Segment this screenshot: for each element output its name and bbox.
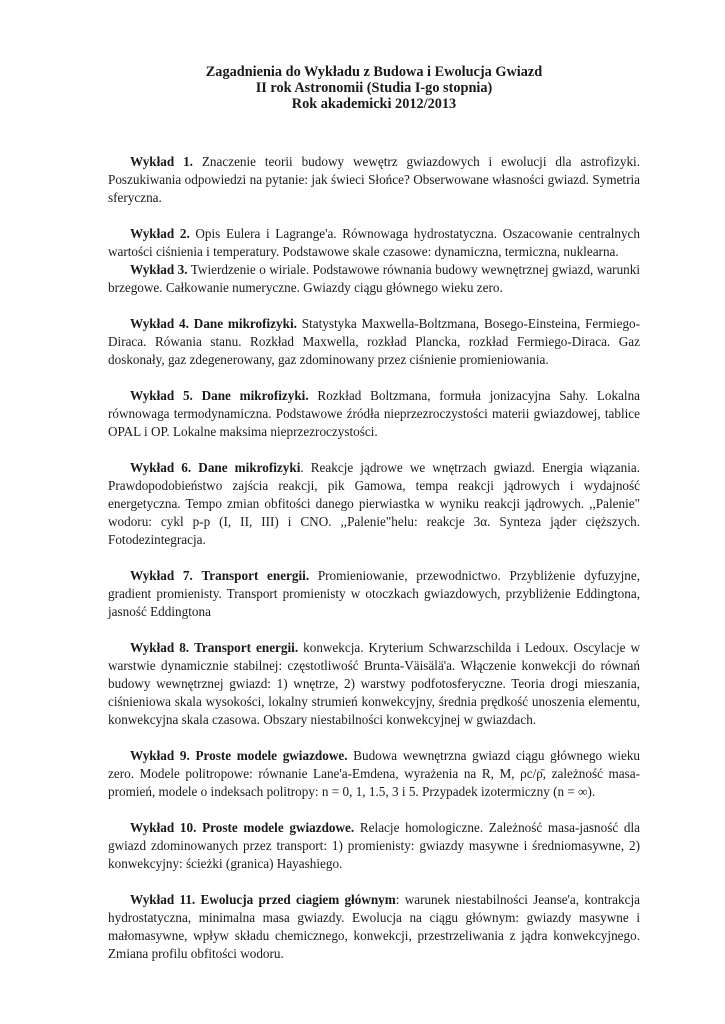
lecture-4	[108, 315, 640, 369]
lecture-8	[108, 639, 640, 729]
lecture-topic: Ewolucja przed ciagiem głównym	[200, 892, 396, 907]
lecture-text: Twierdzenie o wiriale. Podstawowe równania budowy wewnętrznej gwiazd, warunki brzegowe. Całkowanie numeryczne. Gwiazdy ciągu głównego wieku zero.	[108, 262, 641, 295]
lecture-number: Wykład 8.	[130, 640, 190, 655]
lecture-text: Promieniowanie, przewodnictwo. Przybliżenie dyfuzyjne, gradient promienisty. Transport promienisty w otoczkach gwiazdowych, przybliżenie Eddingtona, jasność Eddingtona	[108, 568, 641, 619]
document-header	[108, 64, 640, 112]
lecture-topic: Dane mikrofizyki	[198, 460, 301, 475]
lecture-3	[108, 261, 640, 297]
lecture-10	[108, 819, 640, 873]
lecture-topic: Transport energii.	[201, 568, 310, 583]
lecture-list	[108, 153, 640, 981]
lecture-number: Wykład 6.	[130, 460, 192, 475]
lecture-topic: Dane mikrofizyki.	[193, 316, 297, 331]
lecture-number: Wykład 9.	[130, 748, 190, 763]
header-academic-year: Rok akademicki 2012/2013	[291, 96, 457, 112]
lecture-11	[108, 891, 640, 963]
lecture-6	[108, 459, 640, 549]
lecture-text: konwekcja. Kryterium Schwarzschilda i Ledoux. Oscylacje w warstwie dynamicznie stabilnej: częstotliwość Brunta-Väisälä'a. Włączenie konwekcji do równań budowy wewnętrznej gwiazd: 1) wnętrze, 2) warstwy podfotosferyczne. Teoria drogi mieszania, ciśnieniowa skala wysokości, lokalny strumień konwekcyjny, średnia prędkość unoszenia elementu, konwekcyjna skala czasowa. Obszary niestabilności konwekcyjnej w gwiazdach.	[108, 640, 640, 727]
header-title: Zagadnienia do Wykładu z Budowa i Ewolucja Gwiazd	[205, 64, 543, 80]
lecture-1	[108, 153, 640, 207]
header-program: II rok Astronomii (Studia I-go stopnia)	[255, 80, 493, 96]
lecture-number: Wykład 7.	[130, 568, 193, 583]
lecture-text: Opis Eulera i Lagrange'a. Równowaga hydrostatyczna. Oszacowanie centralnych wartości ciśnienia i temperatury. Podstawowe skale czasowe: dynamiczna, termiczna, nuklearna.	[108, 226, 641, 259]
lecture-text: Znaczenie teorii budowy wewętrz gwiazdowych i ewolucji dla astrofizyki. Poszukiwania odpowiedzi na pytanie: jak świeci Słońce? Obserwowane własności gwiazd. Symetria sferyczna.	[108, 154, 641, 205]
lecture-number: Wykład 11.	[130, 892, 196, 907]
lecture-text: . Reakcje jądrowe we wnętrzach gwiazd. Energia wiązania. Prawdopodobieństwo zajścia reakcji, pik Gamowa, tempa reakcji jądrowych i wydajność energetyczna. Tempo zmian obfitości danego pierwiastka w wyniku reakcji jądrowych. ,,Palenie" wodoru: cykl p-p (I, II, III) i CNO. ,,Palenie"helu: reakcje 3α. Synteza jąder cięższych. Fotodezintegracja.	[108, 460, 641, 547]
lecture-number: Wykład 5.	[130, 388, 193, 403]
lecture-number: Wykład 3.	[130, 262, 188, 277]
lecture-number: Wykład 1.	[130, 154, 193, 169]
lecture-9	[108, 747, 640, 801]
lecture-text: Budowa wewnętrzna gwiazd ciągu głównego wieku zero. Modele politropowe: równanie Lane'a-Emdena, wyrażenia na R, M, ρc/ρ̄, zależność masa-promień, modele o indeksach politropy: n = 0, 1, 1.5, 3 i 5. Przypadek izotermiczny (n = ∞).	[108, 748, 641, 799]
lecture-text: Relacje homologiczne. Zależność masa-jasność dla gwiazd zdominowanych przez transport: 1) promienisty: gwiazdy masywne i średniomasywne, 2) konwekcyjny: ścieżki (granica) Hayashiego.	[108, 820, 641, 871]
lecture-number: Wykład 10.	[130, 820, 197, 835]
lecture-number: Wykład 4.	[130, 316, 189, 331]
lecture-number: Wykład 2.	[130, 226, 190, 241]
lecture-5	[108, 387, 640, 441]
lecture-text: Statystyka Maxwella-Boltzmana, Bosego-Einsteina, Fermiego-Diraca. Rówania stanu. Rozkład Maxwella, rozkład Plancka, rozkład Fermiego-Diraca. Gaz doskonały, gaz zdegenerowany, gaz zdominowany przez ciśnienie promieniowania.	[108, 316, 641, 367]
lecture-text: Rozkład Boltzmana, formuła jonizacyjna Sahy. Lokalna równowaga termodynamiczna. Podstawowe źródła nieprzezroczystości materii gwiazdowej, tablice OPAL i OP. Lokalne maksima nieprzezroczystości.	[108, 388, 641, 439]
lecture-text: : warunek niestabilności Jeanse'a, kontrakcja hydrostatyczna, minimalna masa gwiazdy. Ewolucja na ciągu głównym: gwiazdy masywne i małomasywne, wpływ składu chemicznego, konwekcji, przestrzeliwania z jądra konwekcyjnego. Zmiana profilu obfitości wodoru.	[108, 892, 640, 961]
lecture-topic: Proste modele gwiazdowe.	[195, 748, 348, 763]
lecture-2	[108, 225, 640, 261]
lecture-7	[108, 567, 640, 621]
lecture-topic: Transport energii.	[194, 640, 299, 655]
lecture-topic: Proste modele gwiazdowe.	[202, 820, 355, 835]
lecture-topic: Dane mikrofizyki.	[201, 388, 309, 403]
